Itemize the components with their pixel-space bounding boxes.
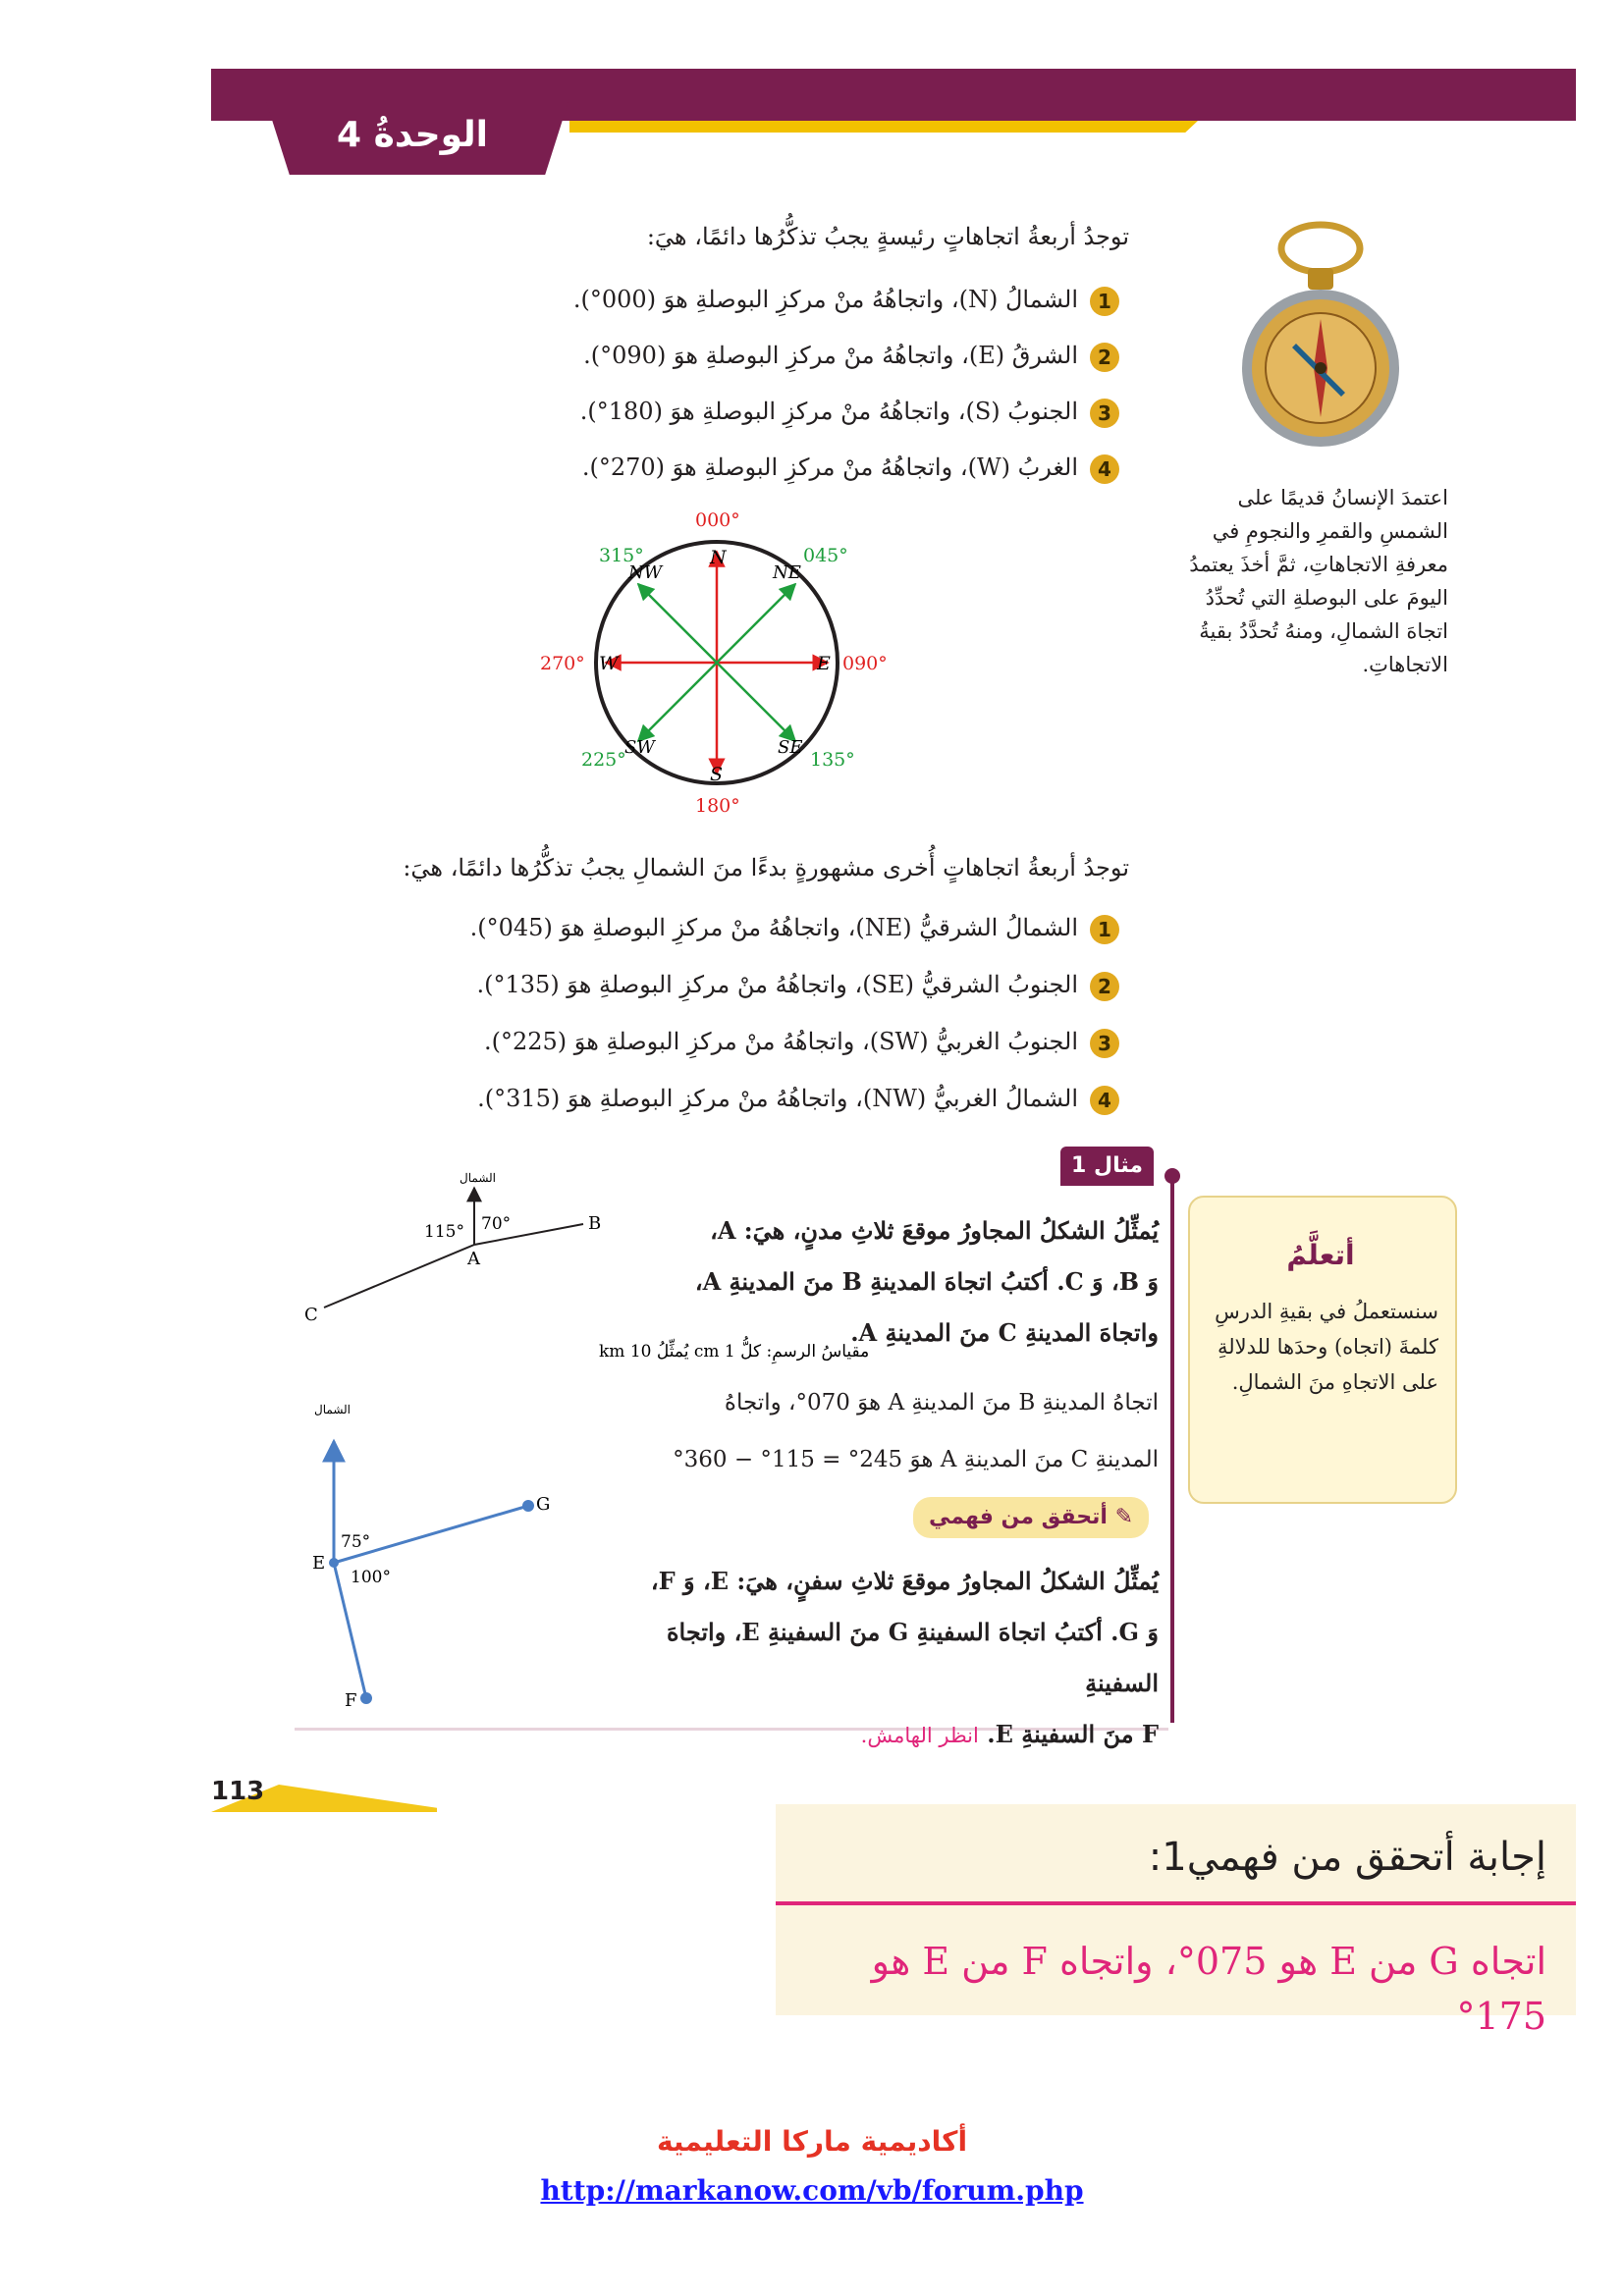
label-w: W <box>599 653 619 674</box>
label-nw: NW <box>628 562 663 583</box>
compass-rose-diagram <box>530 501 903 825</box>
ship-g-dot <box>522 1500 534 1512</box>
ship-g: G <box>536 1494 551 1515</box>
angle-115: 115° <box>424 1222 464 1242</box>
check-label-text: أتحقق من فهمي <box>928 1505 1108 1529</box>
secondary-direction-2 <box>373 965 1119 1004</box>
number-badge: 3 <box>1090 1029 1119 1058</box>
city-a: A <box>467 1249 480 1269</box>
label-e: E <box>817 653 831 674</box>
direction-text: الجنوبُ (S)، واتجاهُهُ منْ مركزِ البوصلةِ هوَ (180°). <box>579 398 1078 425</box>
segment-ac <box>324 1245 474 1308</box>
example-solution-line-2: المدينةِ C منَ المدينةِ A هوَ 245° = 115° − 360° <box>673 1447 1159 1472</box>
number-badge: 2 <box>1090 343 1119 372</box>
academy-name: أكاديمية ماركا التعليمية <box>656 2125 968 2158</box>
degree-315: 315° <box>599 545 644 566</box>
main-direction-2 <box>373 336 1119 375</box>
angle-75: 75° <box>341 1532 371 1552</box>
degree-270: 270° <box>540 653 585 674</box>
angle-70: 70° <box>481 1214 512 1234</box>
number-badge: 4 <box>1090 1086 1119 1115</box>
answer-text: اتجاه G من E هو 075°، واتجاه F من E هو 175° <box>871 1940 1546 2038</box>
cities-figure <box>295 1158 870 1369</box>
ship-f: F <box>345 1690 357 1711</box>
academy-url-link[interactable]: http://markanow.com/vb/forum.php <box>540 2174 1084 2207</box>
example-problem-line-2: وَ B، وَ C. أكتبُ اتجاهَ المدينةِ B منَ المدينةِ A، <box>694 1267 1159 1296</box>
city-c: C <box>304 1305 318 1325</box>
label-se: SE <box>778 737 803 758</box>
check-line-1: يُمثِّلُ الشكلُ المجاورُ موقعَ ثلاثِ سفنٍ، هيَ: E، وَ F، <box>650 1567 1159 1595</box>
number-badge: 1 <box>1090 915 1119 944</box>
number-badge: 2 <box>1090 972 1119 1001</box>
example-problem-line-1: يُمثِّلُ الشكلُ المجاورُ موقعَ ثلاثِ مدنٍ، هيَ: A، <box>710 1216 1159 1245</box>
check-line-3 <box>599 1709 1159 1761</box>
example-tab: مثال 1 <box>1060 1147 1154 1186</box>
example-dot <box>1164 1168 1180 1184</box>
secondary-direction-3 <box>373 1022 1119 1061</box>
city-b: B <box>588 1213 602 1234</box>
pencil-icon: ✎ <box>1107 1505 1134 1529</box>
answer-rule <box>776 1901 1576 1905</box>
margin-note: انظر الهامش. <box>860 1724 979 1747</box>
learn-text: سنستعملُ في بقيةِ الدرسِ كلمةَ (اتجاه) وحدَها للدلالةِ على الاتجاهِ منَ الشمالِ. <box>1215 1300 1438 1394</box>
direction-text: الجنوبُ الشرقيُّ (SE)، واتجاهُهُ منْ مركزِ البوصلةِ هوَ (135°). <box>476 971 1078 998</box>
answer-title: إجابة أتحقق من فهمي1: <box>1148 1835 1546 1880</box>
intro-main-directions: توجدُ أربعةُ اتجاهاتٍ رئيسةٍ يجبُ تذكُّرُها دائمًا، هيَ: <box>646 223 1129 250</box>
degree-000: 000° <box>695 509 740 531</box>
page-number: 113 <box>211 1777 265 1806</box>
check-problem <box>599 1556 1159 1761</box>
main-direction-3 <box>373 392 1119 431</box>
ship-e-dot <box>329 1558 339 1568</box>
number-badge: 1 <box>1090 287 1119 316</box>
check-understanding-label <box>913 1497 1149 1538</box>
angle-100: 100° <box>351 1568 391 1587</box>
arrow-northwest <box>638 584 717 663</box>
example-problem <box>609 1205 1159 1359</box>
header-stripe <box>569 121 1198 133</box>
check-line-3-text: F منَ السفينةِ E. <box>987 1720 1159 1748</box>
check-line-2: وَ G. أكتبُ اتجاهَ السفينةِ G منَ السفينةِ E، واتجاهَ السفينةِ <box>666 1618 1159 1697</box>
intro-secondary-directions: توجدُ أربعةُ اتجاهاتٍ أُخرى مشهورةٍ بدءًا منَ الشمالِ يجبُ تذكُّرُها دائمًا، هيَ: <box>403 854 1129 881</box>
label-ne: NE <box>773 562 801 583</box>
scale-note: مقياسُ الرسمِ: كلُّ 1 cm يُمثِّلُ 10 km <box>599 1342 870 1362</box>
example-problem-line-3: واتجاهَ المدينةِ C منَ المدينةِ A. <box>850 1318 1159 1347</box>
direction-text: الجنوبُ الغربيُّ (SW)، واتجاهُهُ منْ مركزِ البوصلةِ هوَ (225°). <box>483 1028 1078 1055</box>
main-direction-1 <box>373 280 1119 319</box>
main-direction-4 <box>373 448 1119 487</box>
arrow-southwest <box>638 663 717 741</box>
direction-text: الشمالُ الشرقيُّ (NE)، واتجاهُهُ منْ مركزِ البوصلةِ هوَ (045°). <box>469 914 1078 941</box>
number-badge: 4 <box>1090 454 1119 484</box>
direction-text: الشمالُ (N)، واتجاهُهُ منْ مركزِ البوصلةِ هوَ (000°). <box>572 286 1078 313</box>
learn-title: أتعلَّمُ <box>1286 1239 1355 1271</box>
direction-text: الشرقُ (E)، واتجاهُهُ منْ مركزِ البوصلةِ هوَ (090°). <box>583 342 1078 369</box>
label-n: N <box>710 547 727 568</box>
secondary-direction-1 <box>373 908 1119 947</box>
direction-text: الغربُ (W)، واتجاهُهُ منْ مركزِ البوصلةِ هوَ (270°). <box>581 454 1078 481</box>
degree-090: 090° <box>842 653 888 674</box>
ship-e: E <box>312 1553 326 1574</box>
compass-photo <box>1237 221 1404 461</box>
north-label: الشمال <box>314 1403 352 1416</box>
label-sw: SW <box>624 737 655 758</box>
example-rule <box>1170 1178 1174 1723</box>
direction-text: الشمالُ الغربيُّ (NW)، واتجاهُهُ منْ مركزِ البوصلةِ هوَ (315°). <box>477 1085 1078 1112</box>
ships-figure <box>299 1394 574 1718</box>
degree-135: 135° <box>810 749 855 771</box>
arrow-northeast <box>717 584 795 663</box>
unit-title: الوحدةُ 4 <box>336 115 488 155</box>
example-solution-line-1: اتجاهُ المدينةِ B منَ المدينةِ A هوَ 070°، واتجاهُ <box>724 1390 1159 1415</box>
number-badge: 3 <box>1090 399 1119 428</box>
north-label: الشمال <box>460 1171 497 1185</box>
degree-045: 045° <box>803 545 848 566</box>
example-solution <box>609 1374 1159 1488</box>
degree-180: 180° <box>695 795 740 817</box>
ship-f-dot <box>360 1692 372 1704</box>
secondary-direction-4 <box>373 1079 1119 1118</box>
arrow-southeast <box>717 663 795 741</box>
label-s: S <box>710 764 724 785</box>
side-caption: اعتمدَ الإنسانُ قديمًا على الشمسِ والقمرِ والنجومِ في معرفةِ الاتجاهاتِ، ثمَّ أخذَ يعتمدُ اليومَ على البوصلةِ التي تُحدِّدُ اتجاهَ الشمالِ، ومنهُ تُحدَّدُ بقيةُ الاتجاهاتِ. <box>1189 486 1448 676</box>
degree-225: 225° <box>581 749 626 771</box>
